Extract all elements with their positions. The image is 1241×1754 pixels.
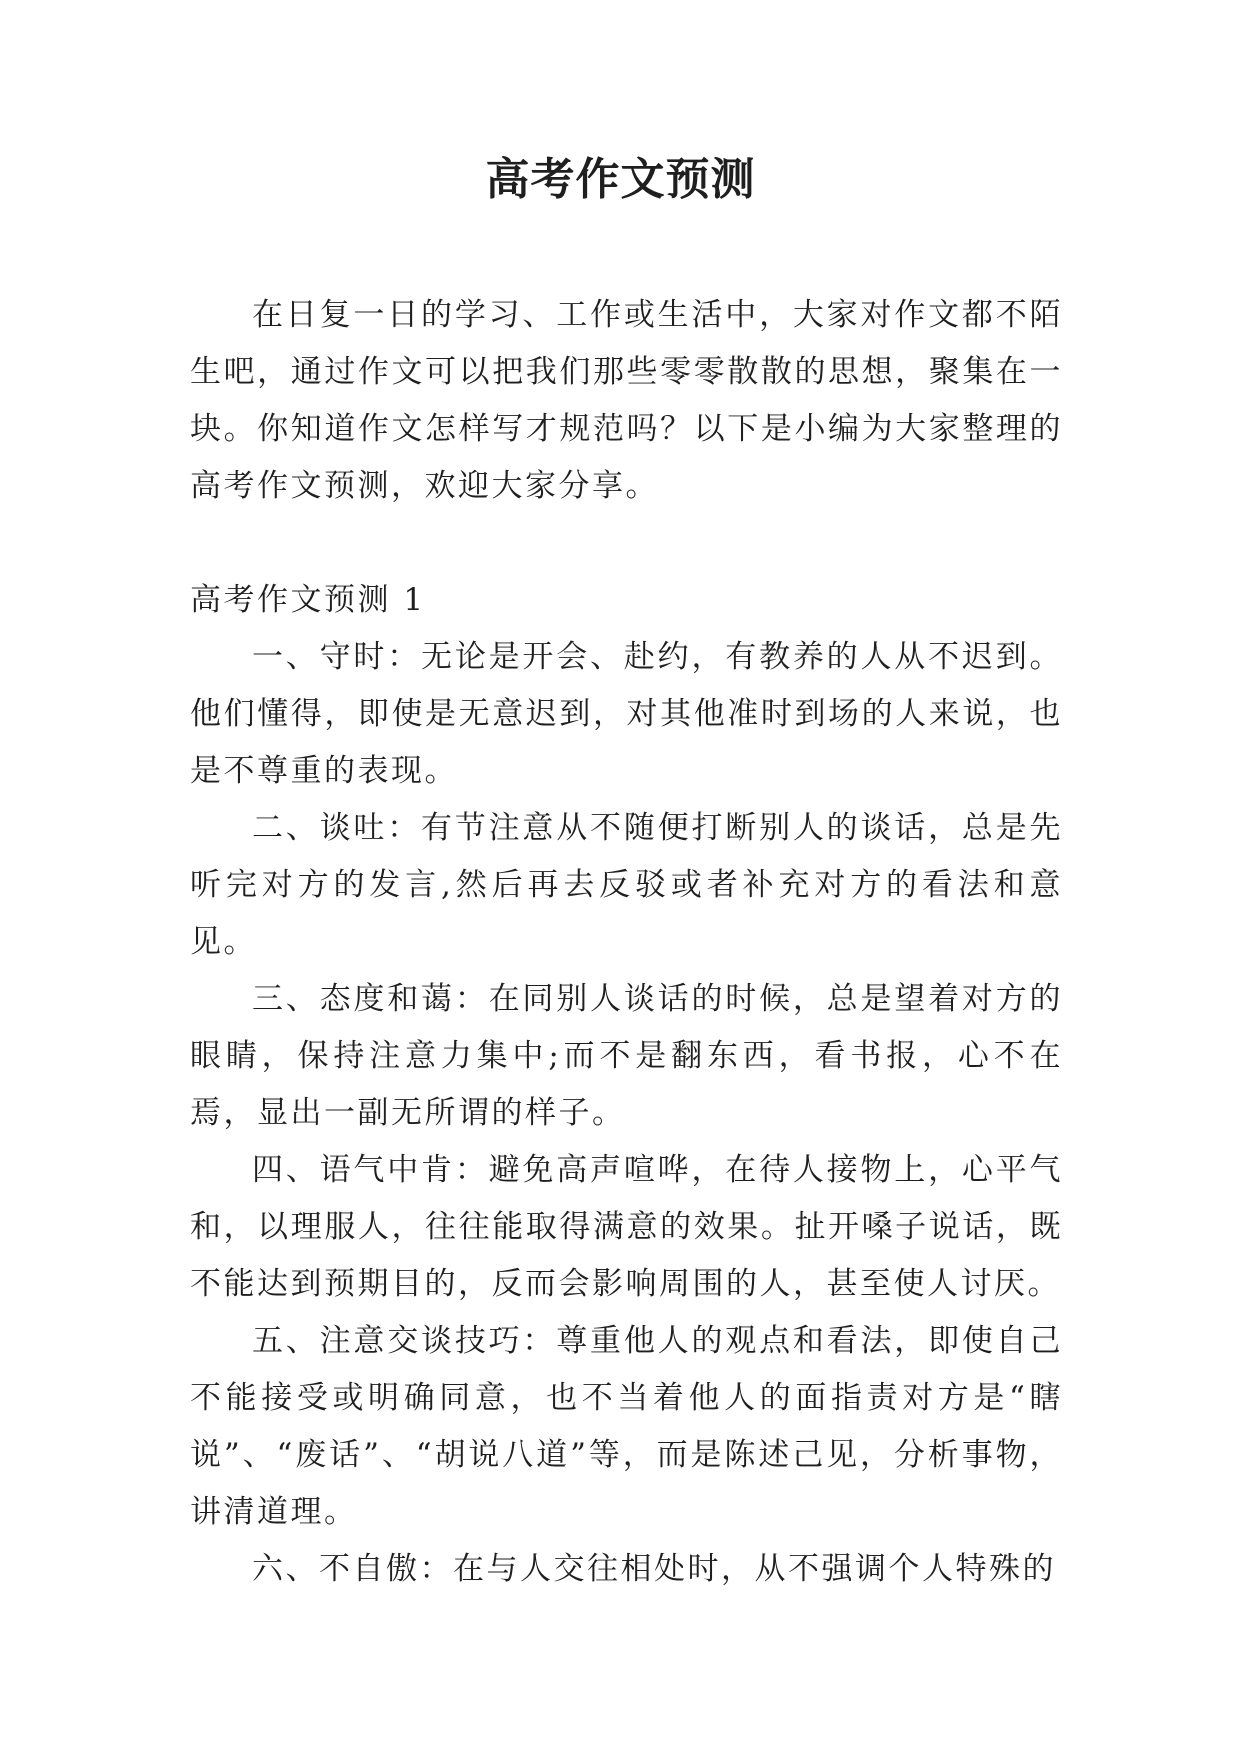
document-body: [190, 287, 1063, 1598]
paragraph-speech: 二、谈吐：有节注意从不随便打断别人的谈话，总是先听完对方的发言,然后再去反驳或者补充对方的看法和意见。: [190, 810, 1063, 960]
paragraph-not-arrogant: 六、不自傲：在与人交往相处时，从不强调个人特殊的: [252, 1551, 1056, 1587]
document-title: 高考作文预测: [485, 154, 756, 205]
paragraph-attitude: 三、态度和蔼：在同别人谈话的时候，总是望着对方的眼睛，保持注意力集中;而不是翻东西，看书报，心不在焉，显出一副无所谓的样子。: [190, 981, 1063, 1131]
paragraph-conversation-skills: 五、注意交谈技巧：尊重他人的观点和看法，即使自己不能接受或明确同意，也不当着他人的面指责对方是“瞎说”、“废话”、“胡说八道”等，而是陈述己见，分析事物，讲清道理。: [190, 1323, 1063, 1530]
intro-paragraph: 在日复一日的学习、工作或生活中，大家对作文都不陌生吧，通过作文可以把我们那些零零散散的思想，聚集在一块。你知道作文怎样写才规范吗？以下是小编为大家整理的高考作文预测，欢迎大家分享。: [190, 297, 1063, 504]
paragraph-tone: 四、语气中肯：避免高声喧哗，在待人接物上，心平气和，以理服人，往往能取得满意的效果。扯开嗓子说话，既不能达到预期目的，反而会影响周围的人，甚至使人讨厌。: [190, 1152, 1063, 1302]
section-heading: 高考作文预测 1: [190, 582, 426, 618]
paragraph-punctuality: 一、守时：无论是开会、赴约，有教养的人从不迟到。他们懂得，即使是无意迟到，对其他准时到场的人来说，也是不尊重的表现。: [190, 639, 1063, 789]
